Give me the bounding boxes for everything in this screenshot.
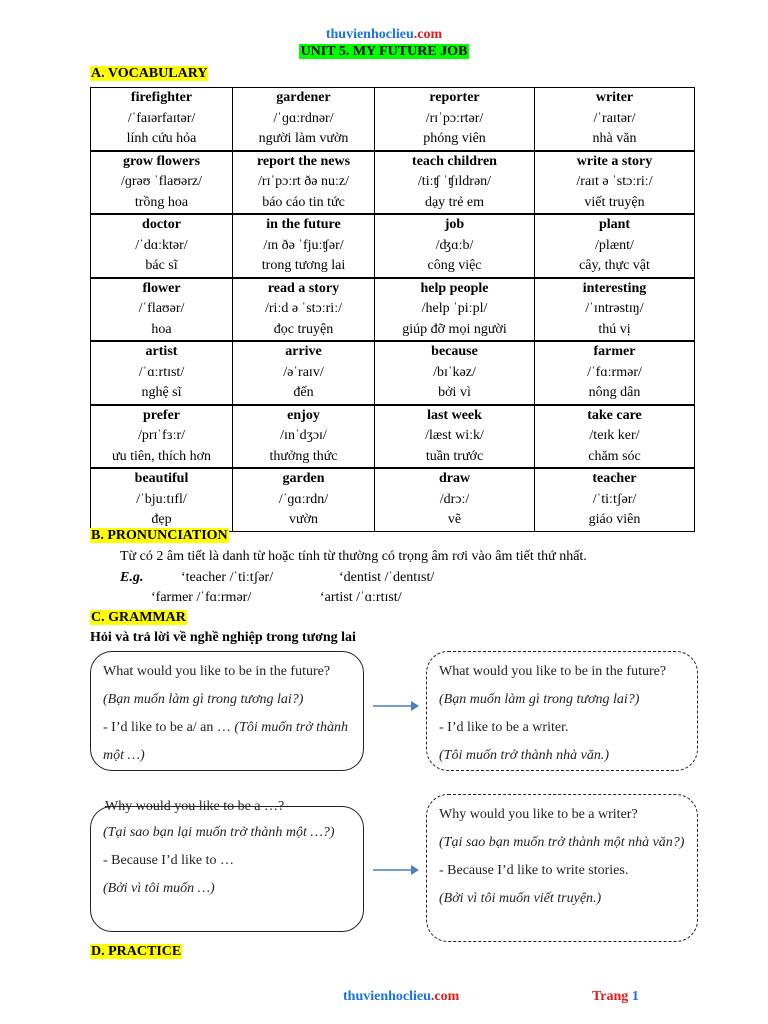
box-question: Why would you like to be a …? <box>105 799 285 814</box>
vocab-ipa: /ˈtiːtʃər/ <box>592 491 637 507</box>
vocab-cell <box>375 278 535 342</box>
section-vocabulary: A. VOCABULARY <box>91 66 208 81</box>
table-row <box>91 341 695 405</box>
vocab-meaning: nông dân <box>588 385 641 400</box>
box-answer: - Because I’d like to write stories. <box>439 863 629 878</box>
vocab-meaning: đến <box>293 385 314 400</box>
vocab-cell <box>233 214 375 278</box>
vocab-ipa: /ˈraɪtər/ <box>593 110 636 126</box>
section-pronunciation: B. PRONUNCIATION <box>91 528 228 543</box>
vocab-ipa: /ˈflaʊər/ <box>138 301 185 316</box>
vocab-ipa: /prɪˈfɜːr/ <box>137 428 186 443</box>
vocab-word: flower <box>142 280 181 296</box>
site-name: thuvienhoclieu <box>325 27 414 42</box>
grammar-box-question-why <box>90 799 364 932</box>
vocab-ipa: /plænt/ <box>595 237 634 253</box>
vocab-cell <box>535 468 695 531</box>
vocab-word: gardener <box>276 90 331 105</box>
vocab-meaning: báo cáo tin tức <box>262 194 345 210</box>
grammar-subtitle: Hỏi và trả lời về nghề nghiệp trong tương lai <box>90 630 356 645</box>
vocab-cell <box>375 88 535 151</box>
example-farmer: ‘farmer /ˈfɑːrmər/ <box>151 590 252 605</box>
vocab-meaning: ưu tiên, thích hơn <box>112 448 211 464</box>
box-answer: - Because I’d like to … <box>103 853 235 868</box>
vocab-meaning: người làm vườn <box>258 131 349 146</box>
page-title: UNIT 5. MY FUTURE JOB <box>300 44 468 59</box>
vocab-cell <box>535 341 695 405</box>
vocab-meaning: trồng hoa <box>134 194 189 210</box>
vocab-meaning: cây, thực vật <box>579 258 650 273</box>
vocab-ipa: /help ˈpiːpl/ <box>421 301 488 316</box>
vocab-word: teacher <box>592 471 637 486</box>
vocab-word: doctor <box>142 217 181 232</box>
box-question: What would you like to be in the future? <box>439 664 667 679</box>
vocab-word: farmer <box>593 344 636 359</box>
vocab-meaning: thưởng thức <box>269 448 338 464</box>
arrow-icon <box>373 699 419 713</box>
site-header <box>0 27 768 43</box>
vocab-word: in the future <box>266 217 341 232</box>
box-question-vi: (Bạn muốn làm gì trong tương lai?) <box>439 692 640 707</box>
vocab-word: beautiful <box>134 471 189 486</box>
grammar-box-question-future <box>90 651 364 771</box>
vocab-meaning: nghệ sĩ <box>141 385 182 400</box>
vocab-word: teach children <box>412 153 497 169</box>
vocab-meaning: nhà văn <box>592 131 637 146</box>
vocab-ipa: /ˈfɑːrmər/ <box>587 364 642 380</box>
page-number: Trang 1 <box>592 989 639 1004</box>
vocab-meaning: phóng viên <box>423 131 486 146</box>
section-practice: D. PRACTICE <box>91 944 182 959</box>
section-grammar: C. GRAMMAR <box>91 610 186 625</box>
vocab-meaning: tuần trước <box>425 448 484 464</box>
vocab-word: firefighter <box>130 90 193 105</box>
vocab-cell <box>535 278 695 342</box>
vocab-meaning: thú vị <box>598 321 631 337</box>
vocab-meaning: công việc <box>427 258 482 273</box>
vocab-word: read a story <box>267 280 340 296</box>
vocab-meaning: trong tương lai <box>261 258 346 273</box>
vocab-ipa: /læst wiːk/ <box>425 428 484 443</box>
vocab-ipa: /ˈɡɑːrdn/ <box>278 491 329 507</box>
vocab-ipa: /ɪn ðə ˈfjuːʧər/ <box>263 237 344 253</box>
vocab-ipa: /əˈraɪv/ <box>283 364 324 380</box>
vocab-word: garden <box>282 471 325 486</box>
vocab-meaning: viết truyện <box>584 194 645 210</box>
vocab-cell <box>375 468 535 531</box>
vocab-meaning: bác sĩ <box>145 258 178 273</box>
box-answer-vi: (Bởi vì tôi muốn …) <box>103 881 215 896</box>
box-question-vi: (Tại sao bạn muốn trở thành một nhà văn?) <box>439 835 685 850</box>
vocab-word: artist <box>145 344 178 359</box>
vocab-word: draw <box>438 471 471 486</box>
footer-site: thuvienhoclieu.com <box>343 989 460 1004</box>
table-row <box>91 468 695 531</box>
vocab-cell <box>233 341 375 405</box>
vocab-word: because <box>431 344 478 359</box>
vocab-word: writer <box>595 90 634 105</box>
vocab-meaning: giáo viên <box>588 512 641 527</box>
example-teacher: ‘teacher /ˈtiːtʃər/ <box>181 570 274 585</box>
vocab-word: help people <box>420 280 489 296</box>
vocab-word: grow flowers <box>122 153 201 169</box>
vocab-ipa: /drɔː/ <box>439 491 470 507</box>
vocabulary-table <box>90 87 695 532</box>
box-question: What would you like to be in the future? <box>103 664 331 679</box>
vocab-ipa: /tiːʧ ˈʧɪldrən/ <box>417 174 492 189</box>
vocab-cell <box>375 341 535 405</box>
vocab-ipa: /bɪˈkəz/ <box>433 364 476 380</box>
vocab-cell <box>233 468 375 531</box>
vocab-ipa: /ˈfaɪərfaɪtər/ <box>127 110 196 126</box>
vocab-cell <box>91 214 233 278</box>
vocab-cell <box>375 214 535 278</box>
vocab-ipa: /raɪt ə ˈstɔːriː/ <box>576 174 653 189</box>
vocab-word: take care <box>587 407 642 423</box>
arrow-icon <box>373 863 419 877</box>
vocab-ipa: /ɡrəʊ ˈflaʊərz/ <box>120 174 203 189</box>
vocab-ipa: /ˈbjuːtɪfl/ <box>136 491 187 507</box>
box-answer: - I’d like to be a writer. <box>439 720 569 735</box>
site-domain: .com <box>413 27 443 42</box>
vocab-meaning: chăm sóc <box>588 448 641 464</box>
vocab-word: last week <box>427 407 482 423</box>
vocab-ipa: /teɪk ker/ <box>589 428 640 443</box>
vocab-ipa: /riːd ə ˈstɔːriː/ <box>265 301 342 316</box>
box-question: Why would you like to be a writer? <box>439 807 638 822</box>
vocab-cell <box>535 151 695 215</box>
vocab-word: write a story <box>576 153 653 169</box>
vocab-meaning: đọc truyện <box>273 321 334 337</box>
vocab-ipa: /ˈdɑːktər/ <box>135 237 188 253</box>
vocab-ipa: /rɪˈpɔːrtər/ <box>425 110 484 126</box>
vocab-meaning: đẹp <box>151 512 172 527</box>
table-row <box>91 214 695 278</box>
vocab-cell <box>535 214 695 278</box>
table-row <box>91 278 695 342</box>
vocab-ipa: /ˈɪntrəstɪŋ/ <box>585 301 644 316</box>
vocab-ipa: /ʤɑːb/ <box>435 237 474 253</box>
vocab-cell <box>233 151 375 215</box>
vocab-word: plant <box>598 217 631 232</box>
vocab-meaning: vẽ <box>447 512 462 527</box>
vocab-word: job <box>444 217 465 232</box>
vocab-cell <box>91 151 233 215</box>
vocab-ipa: /ˈɡɑːrdnər/ <box>273 110 334 126</box>
grammar-box-answer-future <box>426 651 698 771</box>
vocab-cell <box>91 405 233 469</box>
eg-label: E.g. <box>120 570 144 585</box>
vocab-meaning: lính cứu hỏa <box>126 131 197 146</box>
vocab-word: prefer <box>142 407 181 423</box>
table-row <box>91 405 695 469</box>
box-question-vi: (Tại sao bạn lại muốn trở thành một …?) <box>103 825 335 840</box>
box-answer-vi: (Tôi muốn trở thành nhà văn.) <box>439 748 610 763</box>
table-row <box>91 151 695 215</box>
vocab-meaning: dạy trẻ em <box>424 194 485 210</box>
vocab-ipa: /ɪnˈdʒɔɪ/ <box>280 428 327 443</box>
vocab-word: enjoy <box>287 407 320 423</box>
vocab-word: report the news <box>256 153 351 169</box>
vocab-meaning: hoa <box>151 321 172 337</box>
vocab-cell <box>91 468 233 531</box>
example-dentist: ‘dentist /ˈdentɪst/ <box>339 570 435 585</box>
vocab-ipa: /rɪˈpɔːrt ðə nuːz/ <box>258 174 349 189</box>
vocab-cell <box>233 405 375 469</box>
vocab-meaning: bởi vì <box>438 385 471 400</box>
vocab-meaning: vườn <box>289 512 318 527</box>
vocab-cell <box>375 151 535 215</box>
vocab-cell <box>233 88 375 151</box>
box-answer: - I’d like to be a/ an … (Tôi muốn trở thành một …) <box>103 720 349 763</box>
example-artist: ‘artist /ˈɑːrtɪst/ <box>320 590 402 605</box>
vocab-cell <box>233 278 375 342</box>
vocab-meaning: giúp đỡ mọi người <box>402 321 507 337</box>
box-answer-vi: (Bởi vì tôi muốn viết truyện.) <box>439 891 602 906</box>
vocab-word: arrive <box>285 344 322 359</box>
vocab-word: interesting <box>582 280 647 296</box>
vocab-cell <box>91 341 233 405</box>
table-row <box>91 88 695 151</box>
vocab-cell <box>375 405 535 469</box>
vocab-ipa: /ˈɑːrtɪst/ <box>138 364 185 380</box>
box-question-vi: (Bạn muốn làm gì trong tương lai?) <box>103 692 304 707</box>
vocab-word: reporter <box>429 90 480 105</box>
vocab-cell <box>91 278 233 342</box>
vocab-cell <box>535 88 695 151</box>
grammar-box-answer-why <box>426 794 698 942</box>
pronunciation-rule: Từ có 2 âm tiết là danh từ hoặc tính từ thường có trọng âm rơi vào âm tiết thứ nhất. <box>120 549 587 564</box>
vocab-cell <box>535 405 695 469</box>
vocab-cell <box>91 88 233 151</box>
